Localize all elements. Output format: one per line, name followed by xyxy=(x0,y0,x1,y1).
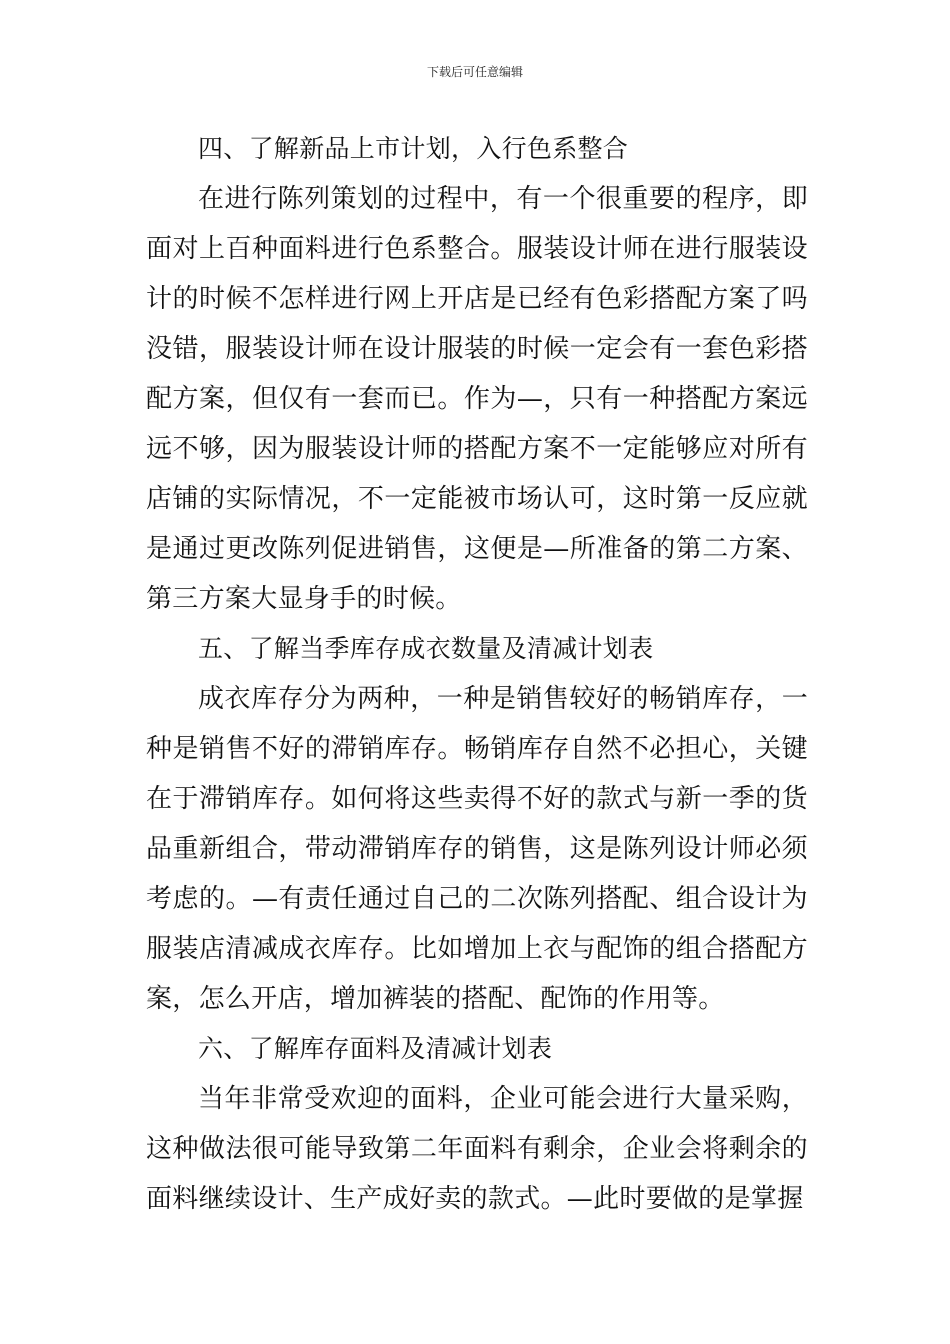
page-header: 下载后可任意编辑 xyxy=(426,65,523,79)
section-heading-4: 四、了解新品上市计划，入行色系整合 xyxy=(198,134,629,163)
paragraph-garment-inventory: 成衣库存分为两种，一种是销售较好的畅销库存，一种是销售不好的滞销库存。畅销库存自然不必担心，关键在于滞销库存。如何将这些卖得不好的款式与新一季的货品重新组合，带动滞销库存的销售，这是陈列设计师必须考虑的。—有责任通过自己的二次陈列搭配、组合设计为服装店清减成衣库存。比如增加上衣与配饰的组合搭配方案，怎么开店，增加裤装的搭配、配饰的作用等。 xyxy=(146,684,808,1014)
section-heading-6: 六、了解库存面料及清减计划表 xyxy=(198,1034,553,1063)
document-body xyxy=(146,124,808,1224)
paragraph-color-integration: 在进行陈列策划的过程中，有一个很重要的程序，即面对上百种面料进行色系整合。服装设计师在进行服装设计的时候不怎样进行网上开店是已经有色彩搭配方案了吗没错，服装设计师在设计服装的时候一定会有一套色彩搭配方案，但仅有一套而已。作为—，只有一种搭配方案远远不够，因为服装设计师的搭配方案不一定能够应对所有店铺的实际情况，不一定能被市场认可，这时第一反应就是通过更改陈列促进销售，这便是—所准备的第二方案、第三方案大显身手的时候。 xyxy=(146,184,808,614)
paragraph-fabric-inventory: 当年非常受欢迎的面料，企业可能会进行大量采购，这种做法很可能导致第二年面料有剩余，企业会将剩余的面料继续设计、生产成好卖的款式。—此时要做的是掌握 xyxy=(146,1084,808,1214)
section-heading-5: 五、了解当季库存成衣数量及清减计划表 xyxy=(198,634,654,663)
